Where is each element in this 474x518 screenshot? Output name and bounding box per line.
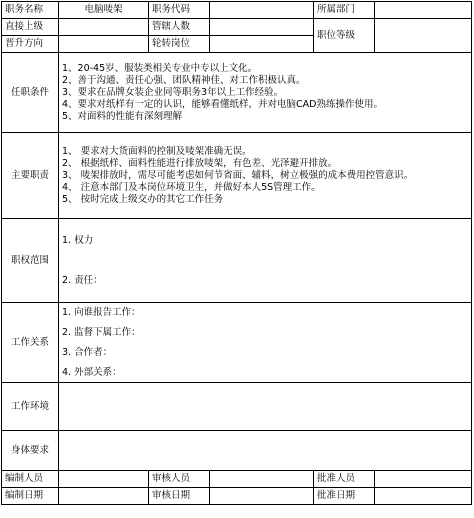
duties-row xyxy=(2,133,472,219)
value-approved-by[interactable] xyxy=(375,471,472,488)
qualifications-row xyxy=(2,53,472,133)
duty-line: 4、 注意本部门及本岗位环境卫生，并做好本人5S管理工作。 xyxy=(62,181,321,193)
value-supervisor[interactable] xyxy=(59,19,149,36)
label-reviewed-by: 审核人员 xyxy=(149,471,210,488)
qualification-line: 4、要求对纸样有一定的认识，能够看懂纸样，并对电脑CAD熟练操作使用。 xyxy=(62,98,383,110)
label-approved-by: 批准人员 xyxy=(314,471,375,488)
value-job-code[interactable] xyxy=(210,2,314,19)
label-promotion: 晋升方向 xyxy=(2,36,59,53)
value-department[interactable] xyxy=(375,2,472,19)
authority-content[interactable] xyxy=(59,219,472,303)
duty-line: 1、 要求对大货面料的控制及唛架准确无误。 xyxy=(62,145,252,157)
value-prepared-date[interactable] xyxy=(59,488,149,505)
label-job-grade: 职位等级 xyxy=(314,19,375,53)
qualification-line: 2、善于沟通、责任心强、团队精神佳、对工作积极认真。 xyxy=(62,74,306,86)
relations-label: 工作关系 xyxy=(2,303,59,383)
value-job-title[interactable]: 电脑唛架 xyxy=(59,2,149,19)
environment-content[interactable] xyxy=(59,383,472,431)
value-headcount[interactable] xyxy=(210,19,314,36)
label-department: 所属部门 xyxy=(314,2,375,19)
relation-item: 1. 向谁报告工作： xyxy=(62,306,141,318)
header-row-2 xyxy=(2,19,472,36)
environment-row xyxy=(2,383,472,431)
footer-row-1 xyxy=(2,471,472,488)
authority-item: 2. 责任： xyxy=(62,274,103,286)
relation-item: 4. 外部关系： xyxy=(62,366,122,378)
job-description-table xyxy=(1,1,472,505)
duty-line: 2、 根据纸样、面料性能进行排放唛架，有色差、光泽避开排放。 xyxy=(62,157,338,169)
relation-item: 3. 合作者： xyxy=(62,346,113,358)
duty-line: 5、 按时完成上级交办的其它工作任务 xyxy=(62,193,224,205)
physical-content[interactable] xyxy=(59,431,472,471)
physical-row xyxy=(2,431,472,471)
label-job-code: 职务代码 xyxy=(149,2,210,19)
qualification-line: 3、要求在品牌女装企业同等职务3年以上工作经验。 xyxy=(62,86,284,98)
label-approved-date: 批准日期 xyxy=(314,488,375,505)
authority-row xyxy=(2,219,472,303)
environment-label: 工作环境 xyxy=(2,383,59,431)
physical-label: 身体要求 xyxy=(2,431,59,471)
value-rotation[interactable] xyxy=(210,36,314,53)
duties-content[interactable] xyxy=(59,133,472,219)
value-promotion[interactable] xyxy=(59,36,149,53)
value-prepared-by[interactable] xyxy=(59,471,149,488)
authority-label: 职权范围 xyxy=(2,219,59,303)
label-supervisor: 直接上级 xyxy=(2,19,59,36)
value-reviewed-date[interactable] xyxy=(210,488,314,505)
label-job-title: 职务名称 xyxy=(2,2,59,19)
relations-content[interactable] xyxy=(59,303,472,383)
qualification-line: 1、20-45岁、服装类相关专业中专以上文化。 xyxy=(62,62,258,74)
qualifications-label: 任职条件 xyxy=(2,53,59,133)
duty-line: 3、 唛架排放时，需尽可能考虑如何节省面、辅料，树立极强的成本费用控管意识。 xyxy=(62,169,414,181)
label-rotation: 轮转岗位 xyxy=(149,36,210,53)
footer-row-2 xyxy=(2,488,472,505)
relation-item: 2. 监督下属工作： xyxy=(62,326,141,338)
header-row-1 xyxy=(2,2,472,19)
qualification-line: 5、对面料的性能有深刻理解 xyxy=(62,110,183,122)
value-reviewed-by[interactable] xyxy=(210,471,314,488)
label-prepared-date: 编制日期 xyxy=(2,488,59,505)
qualifications-content[interactable] xyxy=(59,53,472,133)
duties-label: 主要职责 xyxy=(2,133,59,219)
relations-row xyxy=(2,303,472,383)
label-prepared-by: 编制人员 xyxy=(2,471,59,488)
label-reviewed-date: 审核日期 xyxy=(149,488,210,505)
label-headcount: 管辖人数 xyxy=(149,19,210,36)
value-approved-date[interactable] xyxy=(375,488,472,505)
value-job-grade[interactable] xyxy=(375,19,472,53)
authority-item: 1. 权力 xyxy=(62,234,94,246)
